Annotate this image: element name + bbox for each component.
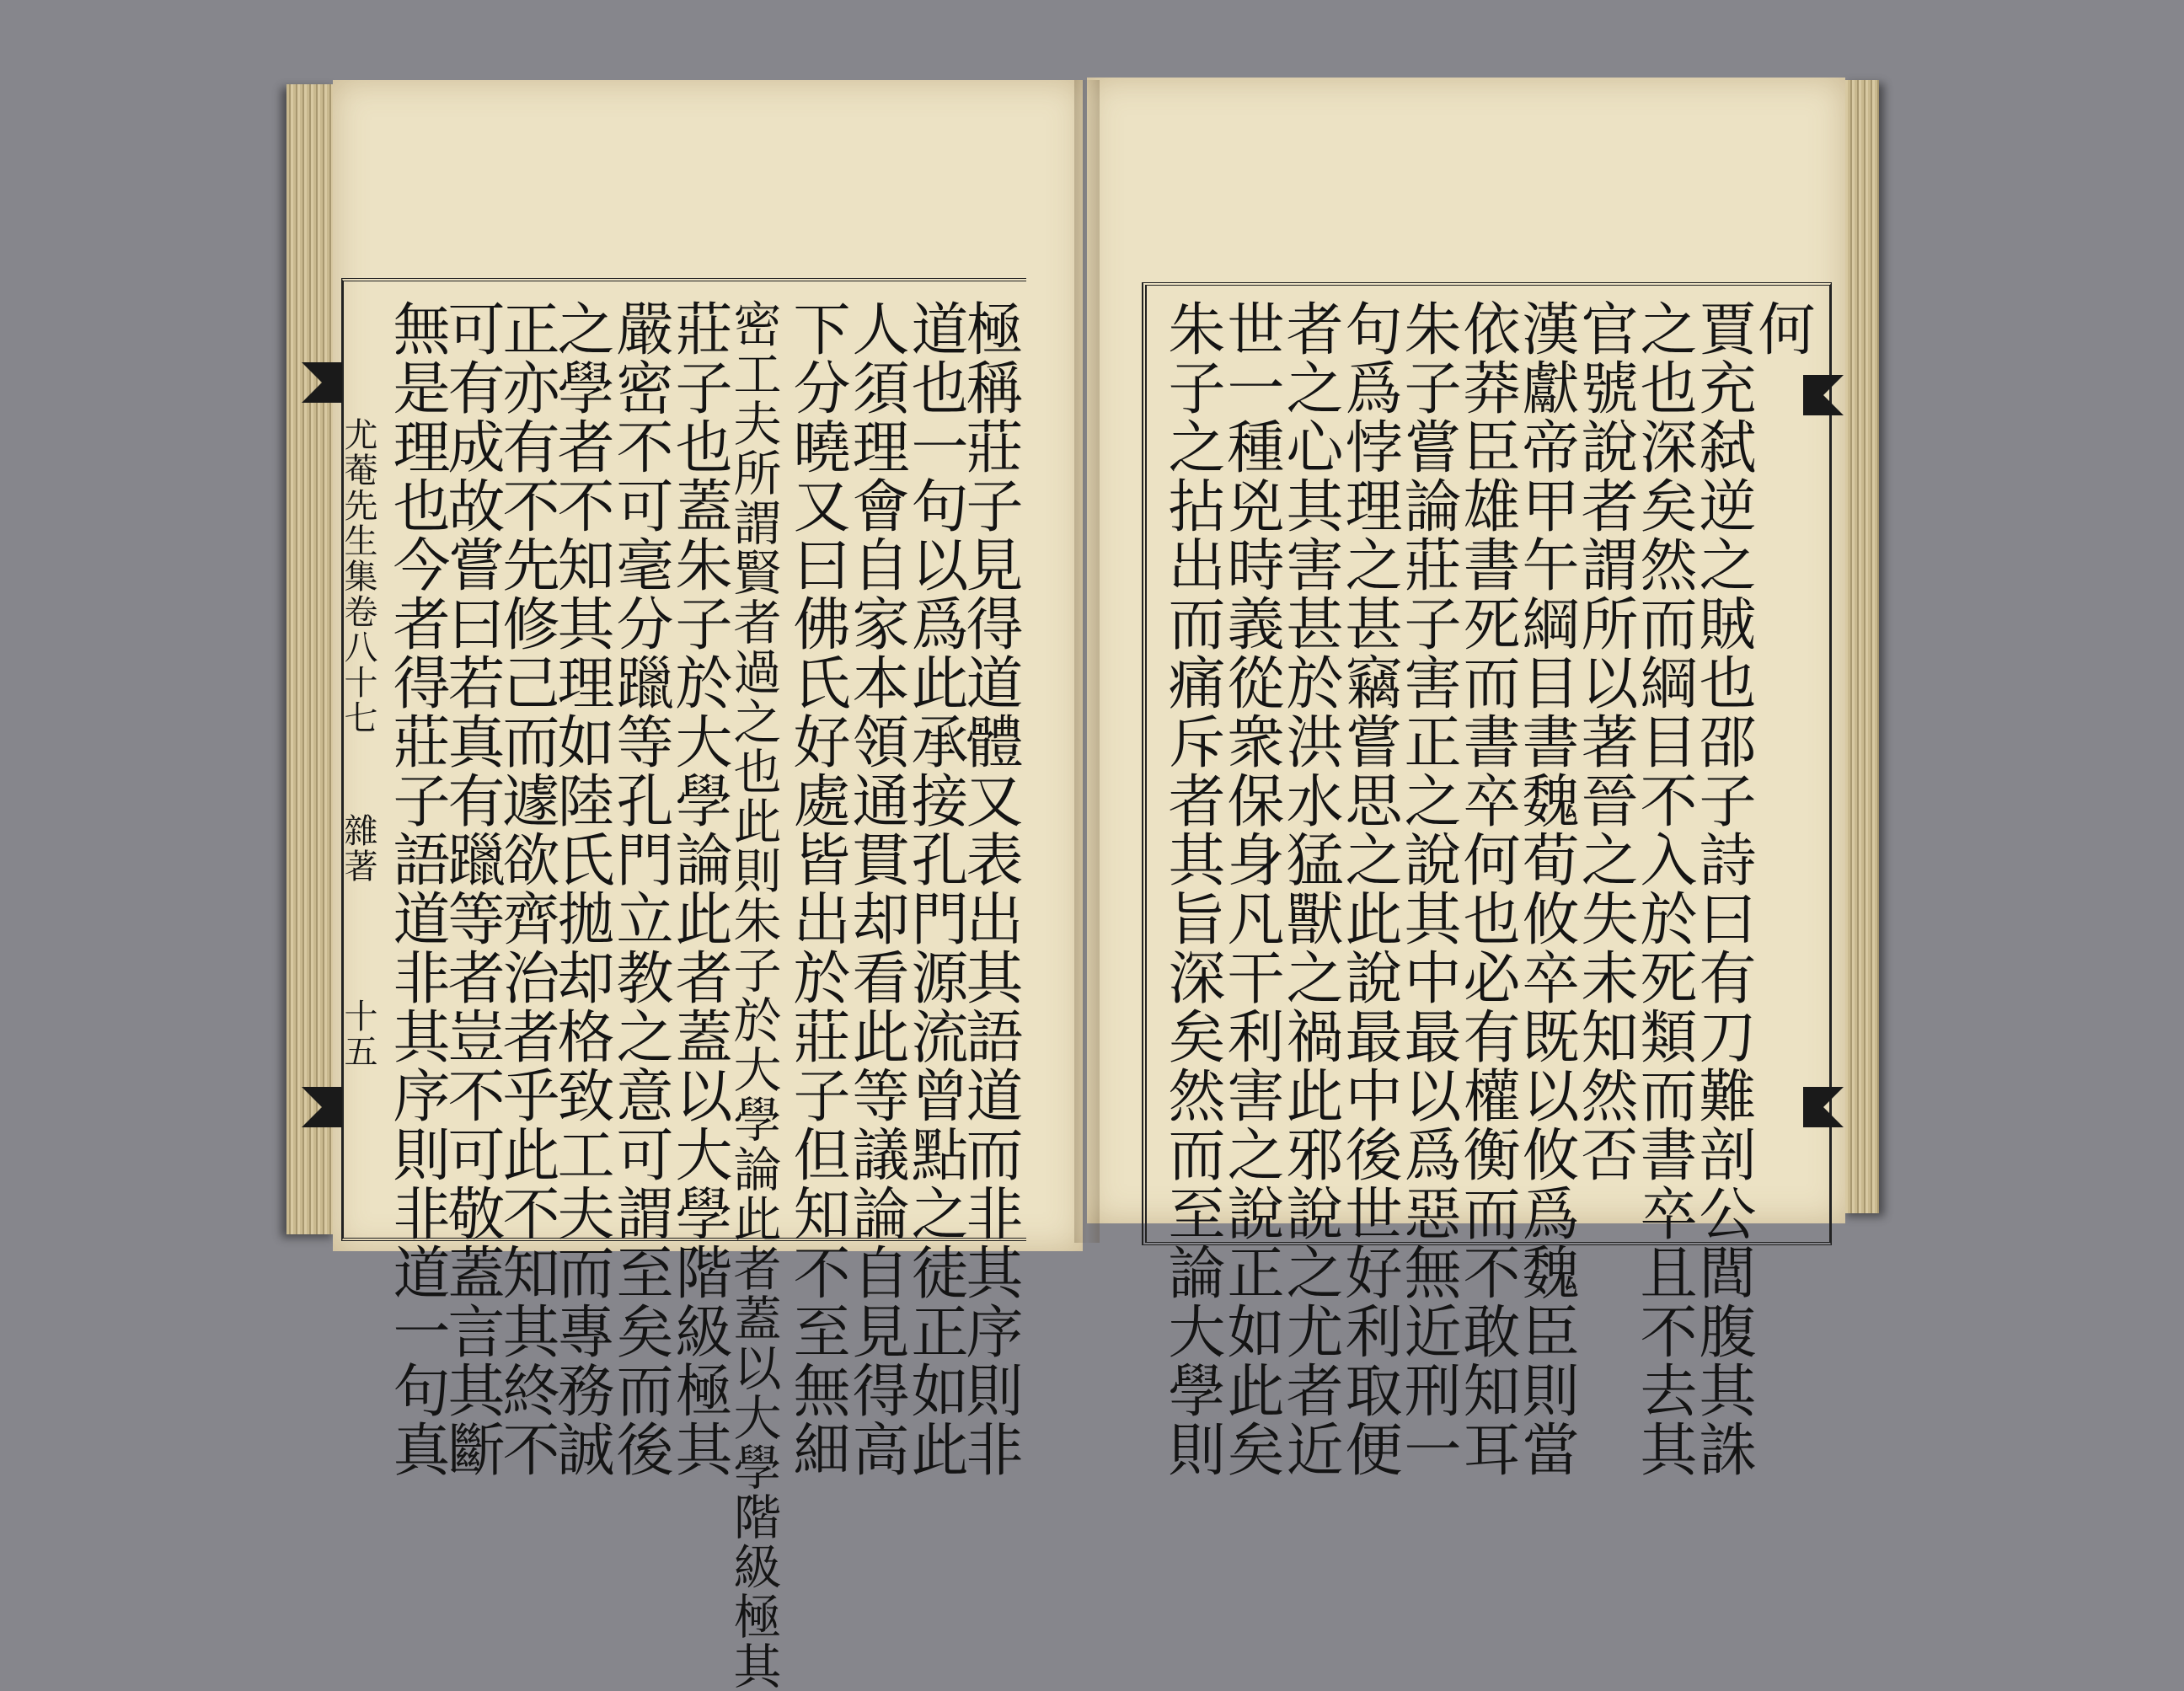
right-column-8: 句爲悖理之甚竊嘗思之此說最中後世好利取便 bbox=[1336, 299, 1402, 1479]
right-column-6: 依莽臣雄書死而書卒何也必有權衡而不敢知耳 bbox=[1453, 299, 1520, 1479]
left-column-1: 極稱莊子見得道體又表出其語道而非其序則非 bbox=[956, 299, 1023, 1479]
fishtail-upper-left-icon bbox=[302, 362, 352, 413]
banxin-page-number: 十五 bbox=[339, 998, 377, 1069]
right-column-9: 者之心其害甚於洪水猛獸之禍此邪說之尤者近 bbox=[1277, 299, 1343, 1479]
left-column-11: 無是理也今者得莊子語道非其序則非道一句真 bbox=[383, 299, 450, 1479]
page-stack-left bbox=[286, 84, 337, 1234]
left-column-3: 人須理會自家本領通貫却看此等議論自見得高 bbox=[843, 299, 909, 1479]
right-column-5: 漢獻帝甲午綱目書魏荀攸卒既以攸爲魏臣則當 bbox=[1512, 299, 1579, 1479]
right-column-2: 賈充弑逆之賊也邵子詩曰有刀難剖公閭腹其誅 bbox=[1689, 299, 1756, 1479]
right-column-4: 官號說者謂所以著晉之失未知然否 bbox=[1571, 299, 1638, 1184]
right-column-7: 朱子嘗論莊子害正之說其中最以爲惡無近刑一 bbox=[1394, 299, 1461, 1479]
left-column-9: 正亦有不先修己而遽欲齊治者乎此不知其終不 bbox=[493, 299, 559, 1479]
fishtail-lower-right-icon bbox=[1803, 1087, 1854, 1137]
right-column-3: 之也深矣然而綱目不入於死類而書卒且不去其 bbox=[1630, 299, 1697, 1479]
left-column-2: 道也一句以爲此承接孔門源流曾點之徒正如此 bbox=[902, 299, 968, 1479]
left-column-10: 可有成故嘗曰若真有躐等者豈不可敬蓋言其斷 bbox=[438, 299, 505, 1479]
left-column-8: 之學者不知其理如陸氏拋却格致工夫而專務誠 bbox=[548, 299, 614, 1479]
right-column-1: 何 bbox=[1748, 299, 1815, 358]
fishtail-upper-right-icon bbox=[1803, 375, 1854, 425]
page-stack-right bbox=[1841, 80, 1879, 1213]
left-column-7: 嚴密不可毫分躐等孔門立教之意可謂至矣而後 bbox=[607, 299, 673, 1479]
banxin-section: 雜著 bbox=[339, 813, 377, 884]
book-gutter bbox=[1074, 80, 1100, 1243]
left-column-6: 莊子也蓋朱子於大學論此者蓋以大學階級極其 bbox=[666, 299, 732, 1479]
fishtail-lower-left-icon bbox=[302, 1087, 352, 1137]
banxin-title: 尤菴先生集卷八十七 bbox=[339, 417, 377, 736]
right-column-10: 世一種兇時義從衆保身凡干利害之說正如此矣 bbox=[1218, 299, 1284, 1479]
left-column-5: 密工夫所謂賢者過之也此則朱子於大學論此者蓋以大學階級極其 bbox=[725, 299, 781, 1691]
left-column-4: 下分曉又曰佛氏好處皆出於莊子但知不至無細 bbox=[784, 299, 850, 1479]
right-column-11: 朱子之拈出而痛斥者其旨深矣然而至論大學則 bbox=[1159, 299, 1225, 1479]
